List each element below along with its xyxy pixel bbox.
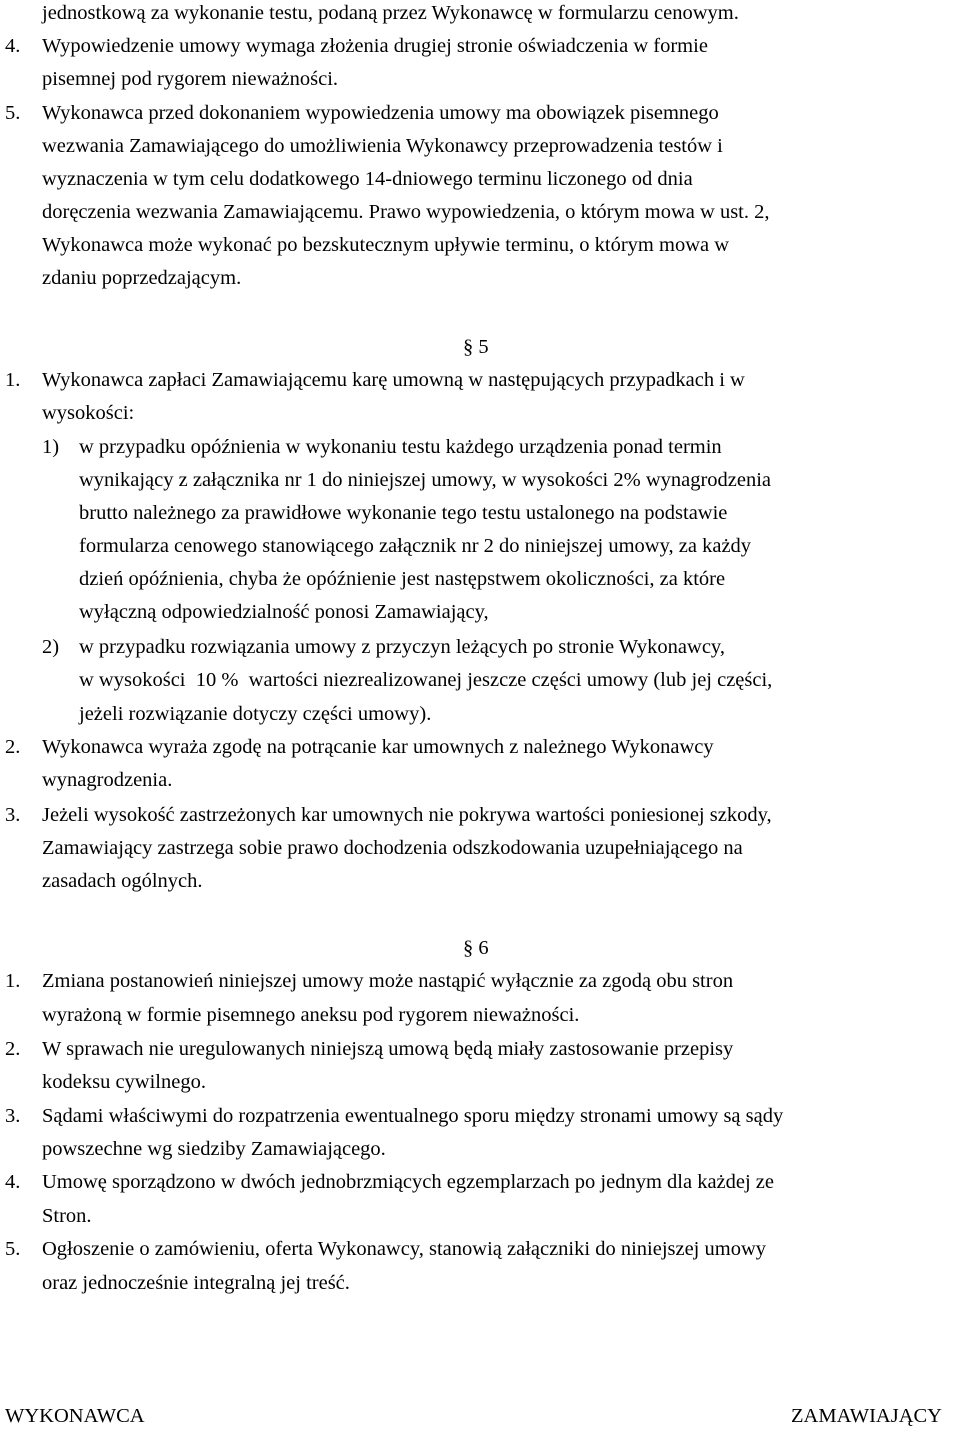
list-text-line: wyznaczenia w tym celu dodatkowego 14-dniowego terminu liczonego od dnia	[42, 168, 693, 190]
list-text: Wykonawca zapłaci Zamawiającemu karę umowną w następujących przypadkach i w	[42, 369, 745, 391]
sub-list-number: 1)	[42, 436, 60, 458]
list-text-line: wezwania Zamawiającego do umożliwienia Wykonawcy przeprowadzenia testów i	[42, 135, 723, 157]
list-text-line: doręczenia wezwania Zamawiającemu. Prawo wypowiedzenia, o którym mowa w ust. 2,	[42, 201, 770, 223]
list-text-line: kodeksu cywilnego.	[42, 1071, 206, 1093]
list-number: 3.	[5, 1105, 21, 1127]
sub-list-text: w przypadku opóźnienia w wykonaniu testu każdego urządzenia ponad termin	[79, 436, 722, 458]
list-text-line: zdaniu poprzedzającym.	[42, 267, 242, 289]
sub-list-text-line: jeżeli rozwiązanie dotyczy części umowy).	[79, 703, 432, 725]
list-number: 5.	[5, 102, 21, 124]
list-text: Umowę sporządzono w dwóch jednobrzmiących egzemplarzach po jednym dla każdej ze	[42, 1171, 775, 1193]
section-heading: § 5	[463, 336, 489, 358]
list-text-line: wynagrodzenia.	[42, 769, 173, 791]
list-number: 4.	[5, 1171, 21, 1193]
section-heading: § 6	[463, 937, 489, 959]
list-number: 1.	[5, 369, 21, 391]
list-number: 4.	[5, 35, 21, 57]
list-number: 3.	[5, 804, 21, 826]
list-text-line: wysokości:	[42, 402, 135, 424]
list-text-line: Stron.	[42, 1205, 92, 1227]
list-text: Wypowiedzenie umowy wymaga złożenia drugiej stronie oświadczenia w formie	[42, 35, 708, 57]
list-text-line: wyrażoną w formie pisemnego aneksu pod rygorem nieważności.	[42, 1004, 580, 1026]
list-number: 2.	[5, 1038, 21, 1060]
sub-list-text: w przypadku rozwiązania umowy z przyczyn leżących po stronie Wykonawcy,	[79, 636, 725, 658]
list-text: Wykonawca przed dokonaniem wypowiedzenia umowy ma obowiązek pisemnego	[42, 102, 719, 124]
sub-list-text-line: w wysokości 10 % wartości niezrealizowanej jeszcze części umowy (lub jej części,	[79, 669, 773, 691]
list-number: 2.	[5, 736, 21, 758]
list-number: 5.	[5, 1238, 21, 1260]
list-text-line: Wykonawca może wykonać po bezskutecznym upływie terminu, o którym mowa w	[42, 234, 730, 256]
sub-list-text-line: brutto należnego za prawidłowe wykonanie tego testu ustalonego na podstawie	[79, 502, 728, 524]
list-number: 1.	[5, 970, 21, 992]
list-text-line: pisemnej pod rygorem nieważności.	[42, 68, 339, 90]
sub-list-text-line: wynikający z załącznika nr 1 do niniejszej umowy, w wysokości 2% wynagrodzenia	[79, 469, 772, 491]
list-text: W sprawach nie uregulowanych niniejszą umową będą miały zastosowanie przepisy	[42, 1038, 734, 1060]
list-text: Ogłoszenie o zamówieniu, oferta Wykonawcy, stanowią załączniki do niniejszej umowy	[42, 1238, 767, 1260]
list-text-line: powszechne wg siedziby Zamawiającego.	[42, 1138, 386, 1160]
sub-list-text-line: formularza cenowego stanowiącego załącznik nr 2 do niniejszej umowy, za każdy	[79, 535, 752, 557]
list-text: Wykonawca wyraża zgodę na potrącanie kar umownych z należnego Wykonawcy	[42, 736, 714, 758]
list-text: Zmiana postanowień niniejszej umowy może nastąpić wyłącznie za zgodą obu stron	[42, 970, 734, 992]
signature-client: ZAMAWIAJĄCY	[791, 1405, 942, 1427]
paragraph-continuation: jednostkową za wykonanie testu, podaną przez Wykonawcę w formularzu cenowym.	[42, 2, 739, 24]
list-text: Jeżeli wysokość zastrzeżonych kar umownych nie pokrywa wartości poniesionej szkody,	[42, 804, 772, 826]
list-text-line: oraz jednocześnie integralną jej treść.	[42, 1272, 350, 1294]
sub-list-number: 2)	[42, 636, 60, 658]
list-text-line: Zamawiający zastrzega sobie prawo dochodzenia odszkodowania uzupełniającego na	[42, 837, 743, 859]
sub-list-text-line: wyłączną odpowiedzialność ponosi Zamawiający,	[79, 601, 489, 623]
list-text: Sądami właściwymi do rozpatrzenia ewentualnego sporu między stronami umowy są sądy	[42, 1105, 784, 1127]
signature-contractor: WYKONAWCA	[5, 1405, 145, 1427]
sub-list-text-line: dzień opóźnienia, chyba że opóźnienie jest następstwem okoliczności, za które	[79, 568, 726, 590]
list-text-line: zasadach ogólnych.	[42, 870, 203, 892]
